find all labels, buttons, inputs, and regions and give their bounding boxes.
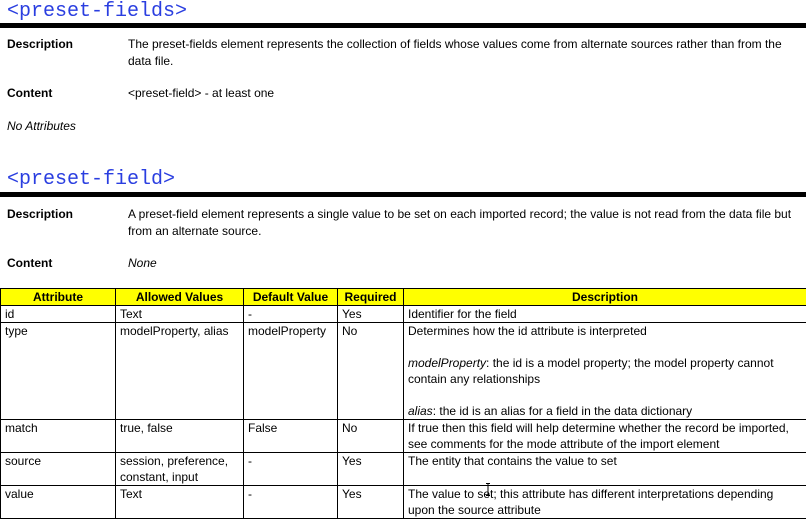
no-attributes-note: No Attributes (7, 119, 76, 133)
detail-text: : the id is a model property; the model property cannot contain any relationships (408, 356, 774, 386)
table-row (1, 323, 806, 420)
column-header-description: Description (404, 289, 806, 306)
cell-allowed-values: Text (116, 306, 244, 323)
cell-attribute: source (1, 453, 116, 486)
heading-rule (0, 23, 806, 28)
cell-required: Yes (338, 486, 404, 519)
cell-default-value: False (244, 420, 338, 453)
spacer (408, 339, 802, 355)
column-header-default-value: Default Value (244, 289, 338, 306)
section-heading-preset-fields: <preset-fields> (7, 0, 188, 23)
cell-required: Yes (338, 453, 404, 486)
cell-description: The entity that contains the value to set (404, 453, 806, 486)
text-cursor-icon (486, 483, 490, 496)
cell-description (404, 323, 806, 420)
cell-description: Identifier for the field (404, 306, 806, 323)
table-row (1, 453, 806, 486)
detail-term: alias (408, 404, 433, 418)
table-header-row (1, 289, 806, 306)
content-label: Content (7, 256, 53, 270)
description-label: Description (7, 37, 74, 51)
content-text: <preset-field> - at least one (128, 86, 275, 100)
cell-required: Yes (338, 306, 404, 323)
cell-allowed-values: session, preference, constant, input (116, 453, 244, 486)
cell-attribute: id (1, 306, 116, 323)
section-heading-preset-field: <preset-field> (7, 168, 176, 191)
table-row (1, 420, 806, 453)
cell-default-value: - (244, 306, 338, 323)
cell-description: If true then this field will help determine whether the record be imported, see comments for the mode attribute of the import element (404, 420, 806, 453)
description-text: The preset-fields element represents the collection of fields whose values come from alternate sources rather than from the data file. (128, 37, 782, 68)
heading-rule (0, 192, 806, 197)
detail-text: : the id is an alias for a field in the data dictionary (432, 404, 693, 418)
column-header-attribute: Attribute (1, 289, 116, 306)
attributes-table (0, 288, 806, 519)
cell-description: The value to set; this attribute has different interpretations depending upon the source attribute (404, 486, 806, 519)
description-main: Determines how the id attribute is interpreted (408, 324, 647, 338)
table-row (1, 486, 806, 519)
content-label: Content (7, 86, 53, 100)
cell-required: No (338, 323, 404, 420)
cell-attribute: match (1, 420, 116, 453)
table-row (1, 306, 806, 323)
cell-allowed-values: true, false (116, 420, 244, 453)
cell-default-value: modelProperty (244, 323, 338, 420)
description-text: A preset-field element represents a single value to be set on each imported record; the value is not read from the data file but from an alternate source. (128, 207, 792, 238)
description-detail (408, 403, 802, 419)
detail-term: modelProperty (408, 356, 487, 370)
cell-allowed-values: modelProperty, alias (116, 323, 244, 420)
content-text: None (128, 256, 157, 270)
cell-attribute: type (1, 323, 116, 420)
column-header-required: Required (338, 289, 404, 306)
description-label: Description (7, 207, 74, 221)
cell-required: No (338, 420, 404, 453)
column-header-allowed-values: Allowed Values (116, 289, 244, 306)
cell-default-value: - (244, 453, 338, 486)
cell-default-value: - (244, 486, 338, 519)
description-detail (408, 355, 802, 387)
cell-allowed-values: Text (116, 486, 244, 519)
spacer (408, 387, 802, 403)
cell-attribute: value (1, 486, 116, 519)
